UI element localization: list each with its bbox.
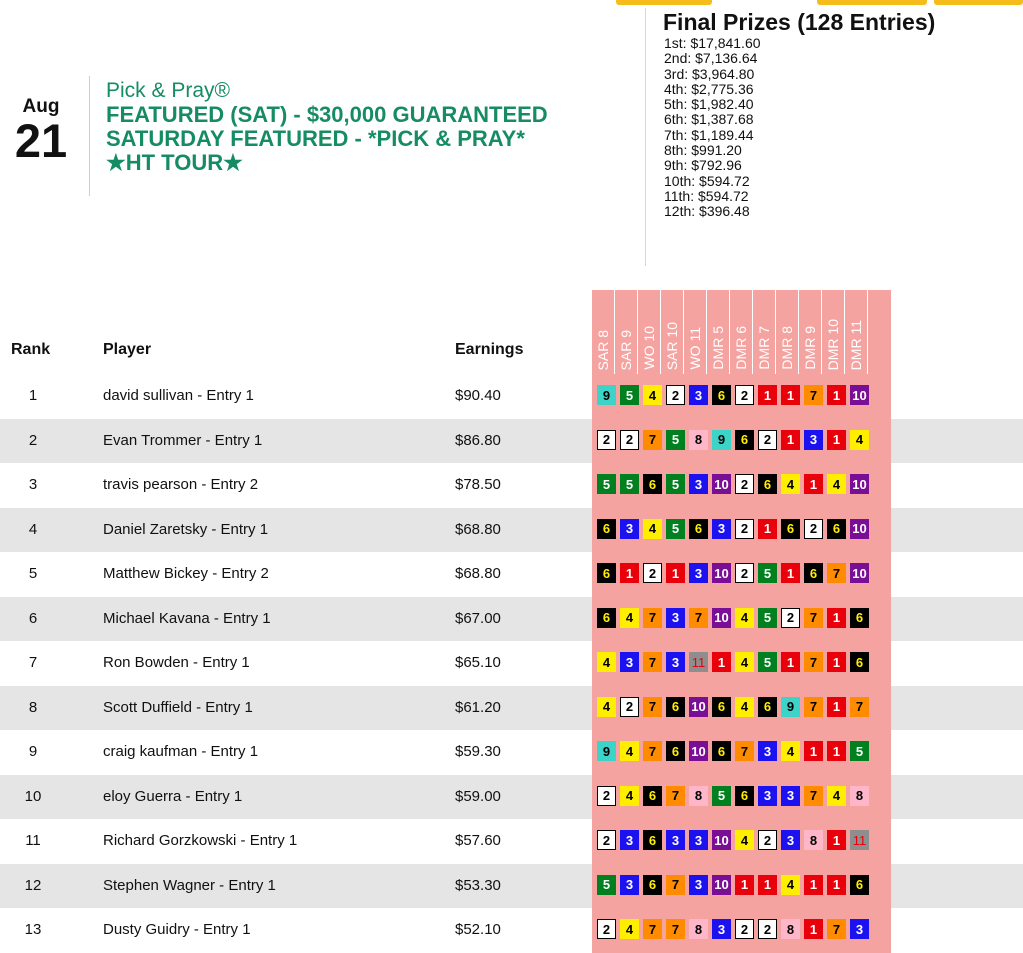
pick-badge: 9 <box>781 697 800 717</box>
pick-badge: 8 <box>804 830 823 850</box>
header-divider <box>89 76 90 196</box>
pick-badge: 8 <box>850 786 869 806</box>
prize-item: 8th: $991.20 <box>664 142 742 159</box>
player-cell: eloy Guerra - Entry 1 <box>103 787 243 805</box>
column-header-earnings[interactable]: Earnings <box>455 341 524 358</box>
pick-badge: 4 <box>781 875 800 895</box>
rank-cell: 6 <box>28 609 38 627</box>
pick-badges <box>597 385 869 405</box>
top-tab-2[interactable] <box>817 0 927 5</box>
race-column-header <box>638 290 661 374</box>
pick-badge: 3 <box>804 430 823 450</box>
event-name-line2: SATURDAY FEATURED - *PICK & PRAY* <box>106 126 525 151</box>
pick-badge: 6 <box>712 385 731 405</box>
pick-badge: 3 <box>689 385 708 405</box>
pick-badge: 7 <box>643 697 662 717</box>
pick-badge: 4 <box>620 608 639 628</box>
pick-badge: 6 <box>597 563 616 583</box>
pick-badge: 1 <box>827 697 846 717</box>
earnings-cell: $61.20 <box>455 698 501 716</box>
pick-badges <box>597 474 869 494</box>
race-label: WO 10 <box>641 326 657 370</box>
pick-badge: 1 <box>804 474 823 494</box>
pick-badge: 4 <box>620 741 639 761</box>
race-column-header <box>776 290 799 374</box>
table-row[interactable] <box>0 819 1023 864</box>
pick-badge: 5 <box>666 474 685 494</box>
prize-item: 3rd: $3,964.80 <box>664 65 755 82</box>
pick-badge: 1 <box>666 563 685 583</box>
pick-badge: 5 <box>758 608 777 628</box>
pick-badge: 7 <box>804 786 823 806</box>
pick-badge: 6 <box>643 875 662 895</box>
pick-badge: 1 <box>804 919 823 939</box>
rank-cell: 13 <box>24 921 42 938</box>
race-label: SAR 10 <box>664 321 680 370</box>
race-label: DMR 11 <box>848 319 864 370</box>
race-label: DMR 5 <box>710 326 726 370</box>
pick-badge: 7 <box>643 430 662 450</box>
pick-badge: 2 <box>781 608 800 628</box>
pick-badge: 1 <box>758 875 777 895</box>
pick-badge: 3 <box>620 830 639 850</box>
event-month: Aug <box>22 96 60 117</box>
pick-badge: 7 <box>666 919 685 939</box>
rank-cell: 10 <box>24 787 42 805</box>
pick-badge: 3 <box>712 519 731 539</box>
prize-item: 2nd: $7,136.64 <box>664 50 758 67</box>
pick-badge: 3 <box>666 652 685 672</box>
top-tab-1[interactable] <box>616 0 712 5</box>
pick-badge: 3 <box>620 652 639 672</box>
rank-cell: 12 <box>24 876 42 894</box>
pick-badge: 1 <box>781 430 800 450</box>
pick-badges <box>597 519 869 539</box>
pick-badge: 4 <box>781 474 800 494</box>
table-row[interactable] <box>0 864 1023 909</box>
pick-badge: 1 <box>781 652 800 672</box>
race-label: DMR 8 <box>779 326 795 370</box>
race-label: DMR 6 <box>733 326 749 370</box>
rank-cell: 7 <box>28 654 38 671</box>
top-tab-3[interactable] <box>934 0 1023 5</box>
pick-badge: 4 <box>643 519 662 539</box>
pick-badge: 7 <box>643 919 662 939</box>
race-column-header <box>845 290 868 374</box>
pick-badge: 10 <box>712 563 731 583</box>
pick-badge: 4 <box>620 786 639 806</box>
pick-badge: 1 <box>827 741 846 761</box>
pick-badges <box>597 652 869 672</box>
pick-badge: 1 <box>781 385 800 405</box>
event-day: 21 <box>14 114 68 167</box>
pick-badge: 6 <box>804 563 823 583</box>
pick-badge: 2 <box>597 786 616 806</box>
pick-badge: 1 <box>827 652 846 672</box>
pick-badge: 2 <box>758 919 777 939</box>
prize-item: 9th: $792.96 <box>664 157 742 174</box>
player-cell: david sullivan - Entry 1 <box>103 387 254 404</box>
race-column-header <box>615 290 638 374</box>
pick-badge: 1 <box>620 563 639 583</box>
pick-badges <box>597 741 869 761</box>
prize-item: 4th: $2,775.36 <box>664 80 754 97</box>
pick-badge: 5 <box>620 385 639 405</box>
race-column-header <box>753 290 776 374</box>
pick-badge: 2 <box>597 430 616 450</box>
column-header-rank[interactable]: Rank <box>11 341 51 358</box>
event-date <box>8 96 74 167</box>
pick-badge: 2 <box>735 919 754 939</box>
pick-badge: 6 <box>850 608 869 628</box>
player-cell: craig kaufman - Entry 1 <box>103 743 259 760</box>
player-cell: Scott Duffield - Entry 1 <box>103 698 253 716</box>
pick-badge: 10 <box>712 830 731 850</box>
pick-badge: 2 <box>620 697 639 717</box>
pick-badge: 8 <box>689 430 708 450</box>
rank-cell: 8 <box>28 698 38 716</box>
table-row[interactable] <box>0 552 1023 597</box>
pick-badge: 5 <box>597 875 616 895</box>
prize-item: 5th: $1,982.40 <box>664 96 754 113</box>
earnings-cell: $67.00 <box>455 609 501 627</box>
leaderboard-table <box>0 374 1023 953</box>
pick-badge: 9 <box>597 741 616 761</box>
pick-badge: 7 <box>666 786 685 806</box>
player-cell: Michael Kavana - Entry 1 <box>103 609 271 627</box>
pick-badge: 6 <box>712 697 731 717</box>
pick-badge: 7 <box>666 875 685 895</box>
pick-badge: 6 <box>735 786 754 806</box>
pick-badge: 7 <box>827 563 846 583</box>
pick-badge: 1 <box>827 430 846 450</box>
player-cell: Evan Trommer - Entry 1 <box>103 431 263 449</box>
pick-badges <box>597 919 869 939</box>
earnings-cell: $65.10 <box>455 654 501 671</box>
table-row[interactable] <box>0 508 1023 553</box>
rank-cell: 5 <box>28 565 38 582</box>
earnings-cell: $57.60 <box>455 832 501 849</box>
rank-cell: 1 <box>28 387 38 404</box>
pick-badge: 2 <box>804 519 823 539</box>
pick-badges <box>597 430 869 450</box>
table-row[interactable] <box>0 641 1023 686</box>
pick-badge: 5 <box>666 430 685 450</box>
pick-badge: 6 <box>597 519 616 539</box>
pick-badge: 1 <box>758 519 777 539</box>
pick-badge: 3 <box>689 875 708 895</box>
pick-badges <box>597 786 869 806</box>
pick-badge: 4 <box>735 830 754 850</box>
pick-badge: 3 <box>758 786 777 806</box>
pick-badge: 7 <box>804 697 823 717</box>
pick-badge: 5 <box>666 519 685 539</box>
rank-cell: 9 <box>28 743 38 760</box>
table-row[interactable] <box>0 775 1023 820</box>
prize-item: 7th: $1,189.44 <box>664 126 754 143</box>
race-label: SAR 8 <box>595 329 611 370</box>
pick-badge: 10 <box>689 741 708 761</box>
pick-badge: 6 <box>781 519 800 539</box>
prize-list <box>664 36 1016 220</box>
pick-badge: 10 <box>712 474 731 494</box>
pick-badge: 6 <box>643 786 662 806</box>
pick-badge: 2 <box>620 430 639 450</box>
pick-badge: 11 <box>689 652 708 672</box>
pick-badge: 10 <box>850 519 869 539</box>
pick-badge: 2 <box>758 430 777 450</box>
pick-badge: 2 <box>735 563 754 583</box>
pick-badge: 10 <box>850 385 869 405</box>
table-row[interactable] <box>0 597 1023 642</box>
earnings-cell: $86.80 <box>455 431 501 449</box>
pick-badge: 8 <box>689 786 708 806</box>
pick-badge: 1 <box>712 652 731 672</box>
pick-badge: 10 <box>850 474 869 494</box>
event-brand: Pick & Pray® <box>106 79 231 102</box>
race-column-header <box>707 290 730 374</box>
pick-badge: 6 <box>758 474 777 494</box>
pick-badge: 6 <box>735 430 754 450</box>
pick-badge: 4 <box>827 786 846 806</box>
pick-badge: 7 <box>689 608 708 628</box>
earnings-cell: $59.00 <box>455 787 501 805</box>
earnings-cell: $78.50 <box>455 476 501 493</box>
pick-badge: 1 <box>781 563 800 583</box>
earnings-cell: $90.40 <box>455 387 501 404</box>
pick-badge: 3 <box>689 830 708 850</box>
pick-badge: 3 <box>781 786 800 806</box>
pick-badge: 1 <box>804 741 823 761</box>
prize-item: 12th: $396.48 <box>664 203 750 220</box>
pick-badge: 6 <box>758 697 777 717</box>
pick-badge: 3 <box>666 608 685 628</box>
pick-badge: 4 <box>781 741 800 761</box>
pick-badge: 10 <box>689 697 708 717</box>
player-cell: Stephen Wagner - Entry 1 <box>103 876 276 894</box>
pick-badge: 2 <box>735 519 754 539</box>
pick-badge: 1 <box>827 875 846 895</box>
race-column-header <box>730 290 753 374</box>
race-column-header <box>822 290 845 374</box>
pick-badge: 6 <box>850 652 869 672</box>
player-cell: Richard Gorzkowski - Entry 1 <box>103 832 298 849</box>
pick-badge: 3 <box>620 519 639 539</box>
pick-badge: 1 <box>735 875 754 895</box>
prize-item: 6th: $1,387.68 <box>664 111 754 128</box>
pick-badge: 4 <box>735 608 754 628</box>
pick-badge: 2 <box>643 563 662 583</box>
pick-badge: 2 <box>597 919 616 939</box>
pick-badge: 4 <box>597 652 616 672</box>
pick-badge: 10 <box>712 875 731 895</box>
pick-badge: 6 <box>689 519 708 539</box>
pick-badge: 6 <box>850 875 869 895</box>
pick-badge: 3 <box>758 741 777 761</box>
race-column-header <box>799 290 822 374</box>
pick-badge: 1 <box>827 830 846 850</box>
pick-badge: 1 <box>758 385 777 405</box>
pick-badge: 4 <box>620 919 639 939</box>
race-column-header <box>592 290 615 374</box>
pick-badge: 1 <box>827 385 846 405</box>
pick-badge: 10 <box>850 563 869 583</box>
rank-cell: 11 <box>25 832 41 849</box>
pick-badge: 2 <box>758 830 777 850</box>
pick-badge: 6 <box>712 741 731 761</box>
column-header-player[interactable]: Player <box>103 341 152 358</box>
race-label: WO 11 <box>687 327 703 370</box>
pick-badge: 7 <box>804 652 823 672</box>
pick-badge: 5 <box>758 652 777 672</box>
final-prizes-panel <box>645 8 1016 266</box>
event-title <box>106 79 548 175</box>
pick-badge: 8 <box>689 919 708 939</box>
rank-cell: 2 <box>28 431 38 449</box>
player-cell: Matthew Bickey - Entry 2 <box>103 565 269 582</box>
player-cell: travis pearson - Entry 2 <box>103 476 259 493</box>
prize-item: 10th: $594.72 <box>664 172 750 189</box>
pick-badge: 3 <box>712 919 731 939</box>
race-label: DMR 7 <box>756 326 772 370</box>
pick-badges <box>597 875 869 895</box>
table-row[interactable] <box>0 419 1023 464</box>
race-label: SAR 9 <box>618 329 634 370</box>
player-cell: Ron Bowden - Entry 1 <box>103 654 250 671</box>
race-label: DMR 9 <box>802 326 818 370</box>
earnings-cell: $52.10 <box>455 921 501 938</box>
race-columns-header <box>592 290 891 374</box>
event-tour: ★HT TOUR★ <box>106 150 243 175</box>
pick-badge: 7 <box>850 697 869 717</box>
pick-badge: 4 <box>850 430 869 450</box>
table-row[interactable] <box>0 686 1023 731</box>
earnings-cell: $59.30 <box>455 743 501 760</box>
pick-badge: 7 <box>804 385 823 405</box>
pick-badges <box>597 608 869 628</box>
pick-badge: 10 <box>712 608 731 628</box>
rank-cell: 4 <box>28 520 38 538</box>
rank-cell: 3 <box>28 476 38 493</box>
pick-badge: 7 <box>735 741 754 761</box>
pick-badge: 7 <box>643 652 662 672</box>
prize-item: 1st: $17,841.60 <box>664 35 761 51</box>
pick-badge: 3 <box>666 830 685 850</box>
pick-badge: 1 <box>827 608 846 628</box>
pick-badge: 4 <box>643 385 662 405</box>
pick-badge: 5 <box>712 786 731 806</box>
final-prizes-title: Final Prizes (128 Entries) <box>663 9 936 35</box>
pick-badges <box>597 697 869 717</box>
pick-badge: 9 <box>597 385 616 405</box>
pick-badges <box>597 563 869 583</box>
table-row[interactable] <box>0 730 1023 775</box>
prize-item: 11th: $594.72 <box>664 187 749 204</box>
pick-badge: 6 <box>597 608 616 628</box>
pick-badge: 8 <box>781 919 800 939</box>
pick-badge: 4 <box>597 697 616 717</box>
pick-badge: 2 <box>597 830 616 850</box>
pick-badge: 7 <box>827 919 846 939</box>
pick-badge: 6 <box>666 697 685 717</box>
pick-badge: 5 <box>850 741 869 761</box>
pick-badge: 7 <box>804 608 823 628</box>
pick-badge: 11 <box>850 830 869 850</box>
earnings-cell: $53.30 <box>455 876 501 894</box>
pick-badge: 6 <box>827 519 846 539</box>
pick-badge: 3 <box>781 830 800 850</box>
table-row[interactable] <box>0 463 1023 508</box>
event-name-line1: FEATURED (SAT) - $30,000 GUARANTEED <box>106 102 548 127</box>
player-cell: Dusty Guidry - Entry 1 <box>103 921 251 938</box>
pick-badge: 3 <box>620 875 639 895</box>
pick-badge: 3 <box>850 919 869 939</box>
pick-badge: 2 <box>666 385 685 405</box>
race-column-header <box>684 290 707 374</box>
pick-badge: 9 <box>712 430 731 450</box>
pick-badge: 5 <box>597 474 616 494</box>
pick-badge: 7 <box>643 741 662 761</box>
race-column-header <box>661 290 684 374</box>
pick-badges <box>597 830 869 850</box>
pick-badge: 3 <box>689 474 708 494</box>
pick-badge: 1 <box>804 875 823 895</box>
pick-badge: 4 <box>735 652 754 672</box>
pick-badge: 7 <box>643 608 662 628</box>
pick-badge: 5 <box>758 563 777 583</box>
pick-badge: 6 <box>666 741 685 761</box>
player-cell: Daniel Zaretsky - Entry 1 <box>103 520 269 538</box>
pick-badge: 6 <box>643 474 662 494</box>
pick-badge: 4 <box>827 474 846 494</box>
pick-badge: 2 <box>735 474 754 494</box>
pick-badge: 4 <box>735 697 754 717</box>
table-row[interactable] <box>0 374 1023 419</box>
earnings-cell: $68.80 <box>455 565 501 582</box>
pick-badge: 5 <box>620 474 639 494</box>
table-row[interactable] <box>0 908 1023 953</box>
race-label: DMR 10 <box>825 318 841 370</box>
pick-badge: 2 <box>735 385 754 405</box>
earnings-cell: $68.80 <box>455 520 501 538</box>
pick-badge: 6 <box>643 830 662 850</box>
pick-badge: 3 <box>689 563 708 583</box>
